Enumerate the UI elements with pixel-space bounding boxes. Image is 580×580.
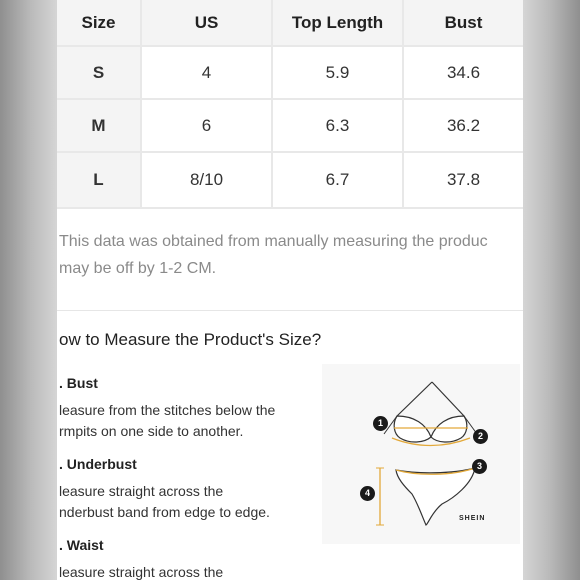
marker-2-badge: 2 [473,429,488,444]
disclaimer-line-1: This data was obtained from manually measuring the produc [59,233,488,250]
step-waist-title: . Waist [59,537,104,553]
cell-size: L [57,152,141,208]
marker-4-badge: 4 [360,486,375,501]
step-bust-title: . Bust [59,375,98,391]
cell-us: 4 [141,46,272,99]
marker-3-badge: 3 [472,459,487,474]
marker-1-badge: 1 [373,416,388,431]
how-to-measure-title: ow to Measure the Product's Size? [59,330,322,349]
shein-logo: SHEIN [459,515,486,522]
step-bust-text [59,400,275,442]
section-divider [57,310,523,311]
cell-top-length: 6.7 [272,152,403,208]
size-guide-panel [57,0,523,580]
cell-bust: 36.2 [403,99,523,152]
step-underbust-text [59,481,270,523]
table-row [57,152,523,208]
cell-top-length: 6.3 [272,99,403,152]
step-underbust-text-line-2: nderbust band from edge to edge. [59,504,270,520]
cell-size: M [57,99,141,152]
cell-bust: 37.8 [403,152,523,208]
cell-us: 8/10 [141,152,272,208]
disclaimer-line-2: may be off by 1-2 CM. [59,260,217,277]
step-bust-text-line-1: leasure from the stitches below the [59,402,276,418]
step-underbust-title: . Underbust [59,456,137,472]
table-row [57,46,523,99]
header-bust: Bust [403,0,523,46]
header-us: US [141,0,272,46]
bikini-measurement-illustration [322,364,520,544]
cell-bust: 34.6 [403,46,523,99]
cell-size: S [57,46,141,99]
step-bust-text-line-2: rmpits on one side to another. [59,423,244,439]
step-waist-text [59,562,223,580]
cell-top-length: 5.9 [272,46,403,99]
size-table [57,0,523,209]
header-size: Size [57,0,141,46]
step-waist-text-line-1: leasure straight across the [59,564,224,580]
cell-us: 6 [141,99,272,152]
header-top-length: Top Length [272,0,403,46]
table-row [57,99,523,152]
table-header-row [57,0,523,46]
step-underbust-text-line-1: leasure straight across the [59,483,224,499]
bikini-diagram-icon [322,364,520,544]
